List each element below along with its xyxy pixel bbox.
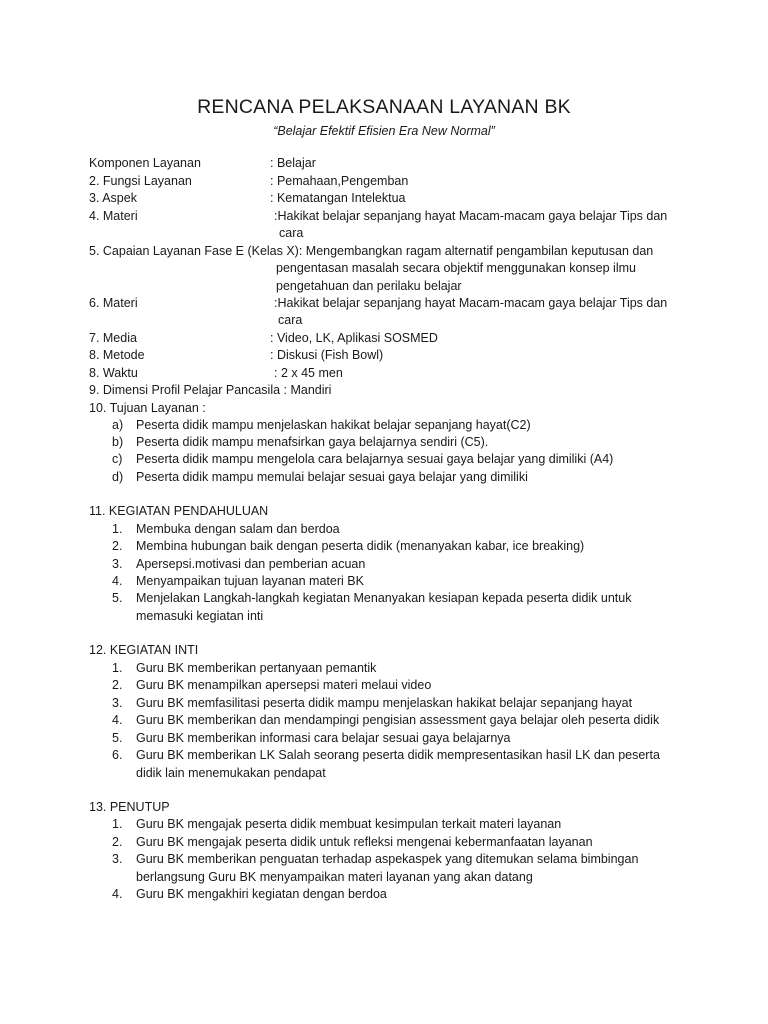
list-item: Peserta didik mampu memulai belajar sesuai gaya belajar yang dimiliki bbox=[136, 470, 528, 484]
list-item: Guru BK memberikan LK Salah seorang peserta didik mempresentasikan hasil LK dan peserta bbox=[136, 748, 660, 762]
list-marker: 4. bbox=[112, 713, 123, 727]
capaian-line-2: pengentasan masalah secara objektif menggunakan konsep ilmu bbox=[276, 261, 636, 275]
list-marker: 3. bbox=[112, 696, 123, 710]
list-marker: c) bbox=[112, 452, 123, 466]
list-marker: 2. bbox=[112, 539, 123, 553]
metode-label: 8. Metode bbox=[89, 348, 145, 362]
metode-value: : Diskusi (Fish Bowl) bbox=[270, 348, 384, 362]
pendahuluan-heading: 11. KEGIATAN PENDAHULUAN bbox=[89, 504, 269, 518]
list-item: Guru BK memberikan pertanyaan pemantik bbox=[136, 661, 377, 675]
list-marker: a) bbox=[112, 418, 124, 432]
materi1-value: :Hakikat belajar sepanjang hayat Macam-macam gaya belajar Tips dan bbox=[274, 209, 668, 223]
page-subtitle: “Belajar Efektif Efisien Era New Normal” bbox=[273, 124, 495, 138]
tujuan-heading: 10. Tujuan Layanan : bbox=[89, 401, 206, 415]
capaian-line-1: 5. Capaian Layanan Fase E (Kelas X): Mengembangkan ragam alternatif pengambilan keputusan dan bbox=[89, 244, 654, 258]
waktu-value: : 2 x 45 men bbox=[274, 366, 343, 380]
aspek-label: 3. Aspek bbox=[89, 191, 137, 205]
list-item-cont: memasuki kegiatan inti bbox=[136, 609, 264, 623]
list-marker: 5. bbox=[112, 731, 123, 745]
aspek-value: : Kematangan Intelektua bbox=[270, 191, 406, 205]
fungsi-label: 2. Fungsi Layanan bbox=[89, 174, 192, 188]
list-marker: 5. bbox=[112, 591, 123, 605]
materi1-label: 4. Materi bbox=[89, 209, 138, 223]
materi1-value-cont: cara bbox=[279, 226, 304, 240]
list-item: Guru BK memberikan dan mendampingi pengisian assessment gaya belajar oleh peserta didik bbox=[136, 713, 660, 727]
list-item: Guru BK mengajak peserta didik untuk refleksi mengenai kebermanfaatan layanan bbox=[136, 835, 593, 849]
fungsi-value: : Pemahaan,Pengemban bbox=[270, 174, 409, 188]
materi2-label: 6. Materi bbox=[89, 296, 138, 310]
list-marker: 2. bbox=[112, 678, 123, 692]
list-marker: 2. bbox=[112, 835, 123, 849]
list-item: Membuka dengan salam dan berdoa bbox=[136, 522, 340, 536]
list-item: Guru BK menampilkan apersepsi materi melaui video bbox=[136, 678, 432, 692]
list-item: Peserta didik mampu menafsirkan gaya belajarnya sendiri (C5). bbox=[136, 435, 489, 449]
list-marker: 3. bbox=[112, 557, 123, 571]
list-item: Menjelakan Langkah-langkah kegiatan Menanyakan kesiapan kepada peserta didik untuk bbox=[136, 591, 632, 605]
list-marker: 3. bbox=[112, 852, 123, 866]
page-title: RENCANA PELAKSANAAN LAYANAN BK bbox=[197, 96, 571, 118]
media-label: 7. Media bbox=[89, 331, 137, 345]
list-item: Menyampaikan tujuan layanan materi BK bbox=[136, 574, 364, 588]
list-item: Guru BK memberikan informasi cara belajar sesuai gaya belajarnya bbox=[136, 731, 511, 745]
list-item: Peserta didik mampu mengelola cara belajarnya sesuai gaya belajar yang dimiliki (A4) bbox=[136, 452, 614, 466]
komponen-value: : Belajar bbox=[270, 156, 316, 170]
list-marker: b) bbox=[112, 435, 124, 449]
materi2-value: :Hakikat belajar sepanjang hayat Macam-macam gaya belajar Tips dan bbox=[274, 296, 668, 310]
list-item: Guru BK memfasilitasi peserta didik mampu menjelaskan hakikat belajar sepanjang hayat bbox=[136, 696, 633, 710]
list-marker: 6. bbox=[112, 748, 123, 762]
list-item: Peserta didik mampu menjelaskan hakikat belajar sepanjang hayat(C2) bbox=[136, 418, 531, 432]
list-item-cont: didik lain menemukakan pendapat bbox=[136, 766, 326, 780]
list-item: Guru BK memberikan penguatan terhadap aspekaspek yang ditemukan selama bimbingan bbox=[136, 852, 639, 866]
waktu-label: 8. Waktu bbox=[89, 366, 138, 380]
list-item-cont: berlangsung Guru BK menyampaikan materi layanan yang akan datang bbox=[136, 870, 533, 884]
list-item: Membina hubungan baik dengan peserta didik (menanyakan kabar, ice breaking) bbox=[136, 539, 585, 553]
capaian-line-3: pengetahuan dan perilaku belajar bbox=[276, 279, 462, 293]
media-value: : Video, LK, Aplikasi SOSMED bbox=[270, 331, 438, 345]
list-marker: 4. bbox=[112, 574, 123, 588]
list-marker: 4. bbox=[112, 887, 123, 901]
list-marker: 1. bbox=[112, 661, 123, 675]
list-item: Guru BK mengajak peserta didik membuat kesimpulan terkait materi layanan bbox=[136, 817, 562, 831]
list-marker: 1. bbox=[112, 522, 123, 536]
dimensi-line: 9. Dimensi Profil Pelajar Pancasila : Mandiri bbox=[89, 383, 332, 397]
list-marker: d) bbox=[112, 470, 124, 484]
list-item: Guru BK mengakhiri kegiatan dengan berdoa bbox=[136, 887, 387, 901]
komponen-label: Komponen Layanan bbox=[89, 156, 201, 170]
list-item: Apersepsi.motivasi dan pemberian acuan bbox=[136, 557, 366, 571]
penutup-heading: 13. PENUTUP bbox=[89, 800, 170, 814]
list-marker: 1. bbox=[112, 817, 123, 831]
materi2-value-cont: cara bbox=[278, 313, 303, 327]
inti-heading: 12. KEGIATAN INTI bbox=[89, 643, 199, 657]
